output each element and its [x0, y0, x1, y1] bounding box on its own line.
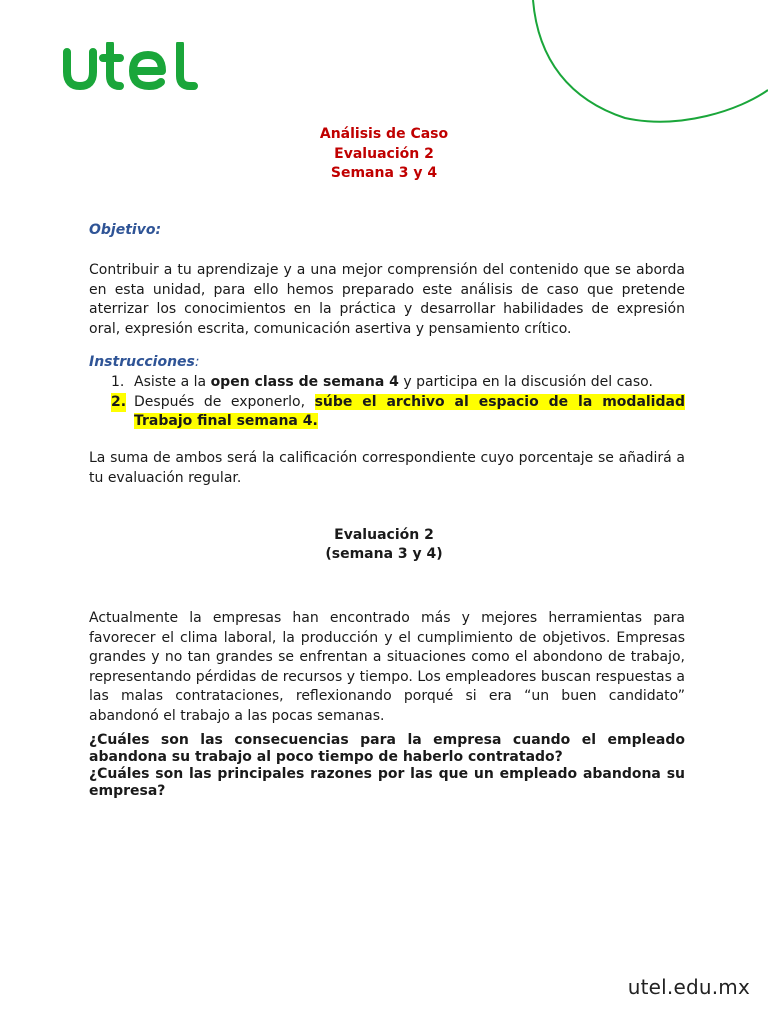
question-2: ¿Cuáles son las principales razones por las que un empleado abandona su empresa?	[89, 766, 685, 799]
objetivo-label: Objetivo:	[89, 222, 162, 238]
instruction-item-1	[89, 373, 685, 393]
document-title	[0, 125, 768, 184]
instrucciones-label-text: Instrucciones	[89, 354, 195, 370]
objetivo-text: Contribuir a tu aprendizaje y a una mejor comprensión del contenido que se aborda en esta unidad, para ello hemos preparado este análisis de caso que pretende aterrizar los conocimientos en la práctica y desarrollar habilidades de expresión oral, expresión escrita, comunicación asertiva y pensamiento crítico.	[89, 262, 685, 337]
instrucciones-label	[89, 353, 200, 373]
instruction-text-end: y participa en la discusión del caso.	[398, 374, 653, 390]
instruction-number: 1.	[111, 374, 125, 390]
instruction-text: Después de exponerlo,	[134, 393, 315, 410]
instruction-bold: open class de semana 4	[210, 374, 399, 390]
instruction-text: Asiste a la	[134, 374, 211, 390]
section-heading-line-2: (semana 3 y 4)	[325, 546, 443, 562]
instruction-item-2	[89, 393, 685, 432]
utel-logo	[62, 42, 202, 92]
title-line-2: Evaluación 2	[334, 145, 434, 162]
suma-paragraph: La suma de ambos será la calificación correspondiente cuyo porcentaje se añadirá a tu evaluación regular.	[89, 450, 685, 486]
instrucciones-label-colon: :	[194, 354, 200, 370]
instruction-number: 2.	[111, 393, 126, 413]
case-paragraph: Actualmente la empresas han encontrado más y mejores herramientas para favorecer el clima laboral, la producción y el cumplimiento de objetivos. Empresas grandes y no tan grandes se enfrentan a situaciones como el abondono de trabajo, representando pérdidas de recursos y tiempo. Los empleadores buscan respuestas a las malas contrataciones, reflexionando porqué si era “un buen candidato” abandonó el trabajo a las pocas semanas.	[89, 610, 685, 724]
instruction-highlight: súbe el archivo al espacio de la modalidad Trabajo final semana 4.	[134, 393, 685, 429]
footer-url: utel.edu.mx	[627, 975, 750, 999]
title-line-1: Análisis de Caso	[319, 126, 449, 142]
title-line-3: Semana 3 y 4	[330, 165, 438, 181]
section-heading-line-1: Evaluación 2	[334, 527, 434, 543]
question-1: ¿Cuáles son las consecuencias para la empresa cuando el empleado abandona su trabajo al poco tiempo de haberlo contratado?	[89, 732, 685, 765]
instructions-list	[89, 373, 685, 432]
